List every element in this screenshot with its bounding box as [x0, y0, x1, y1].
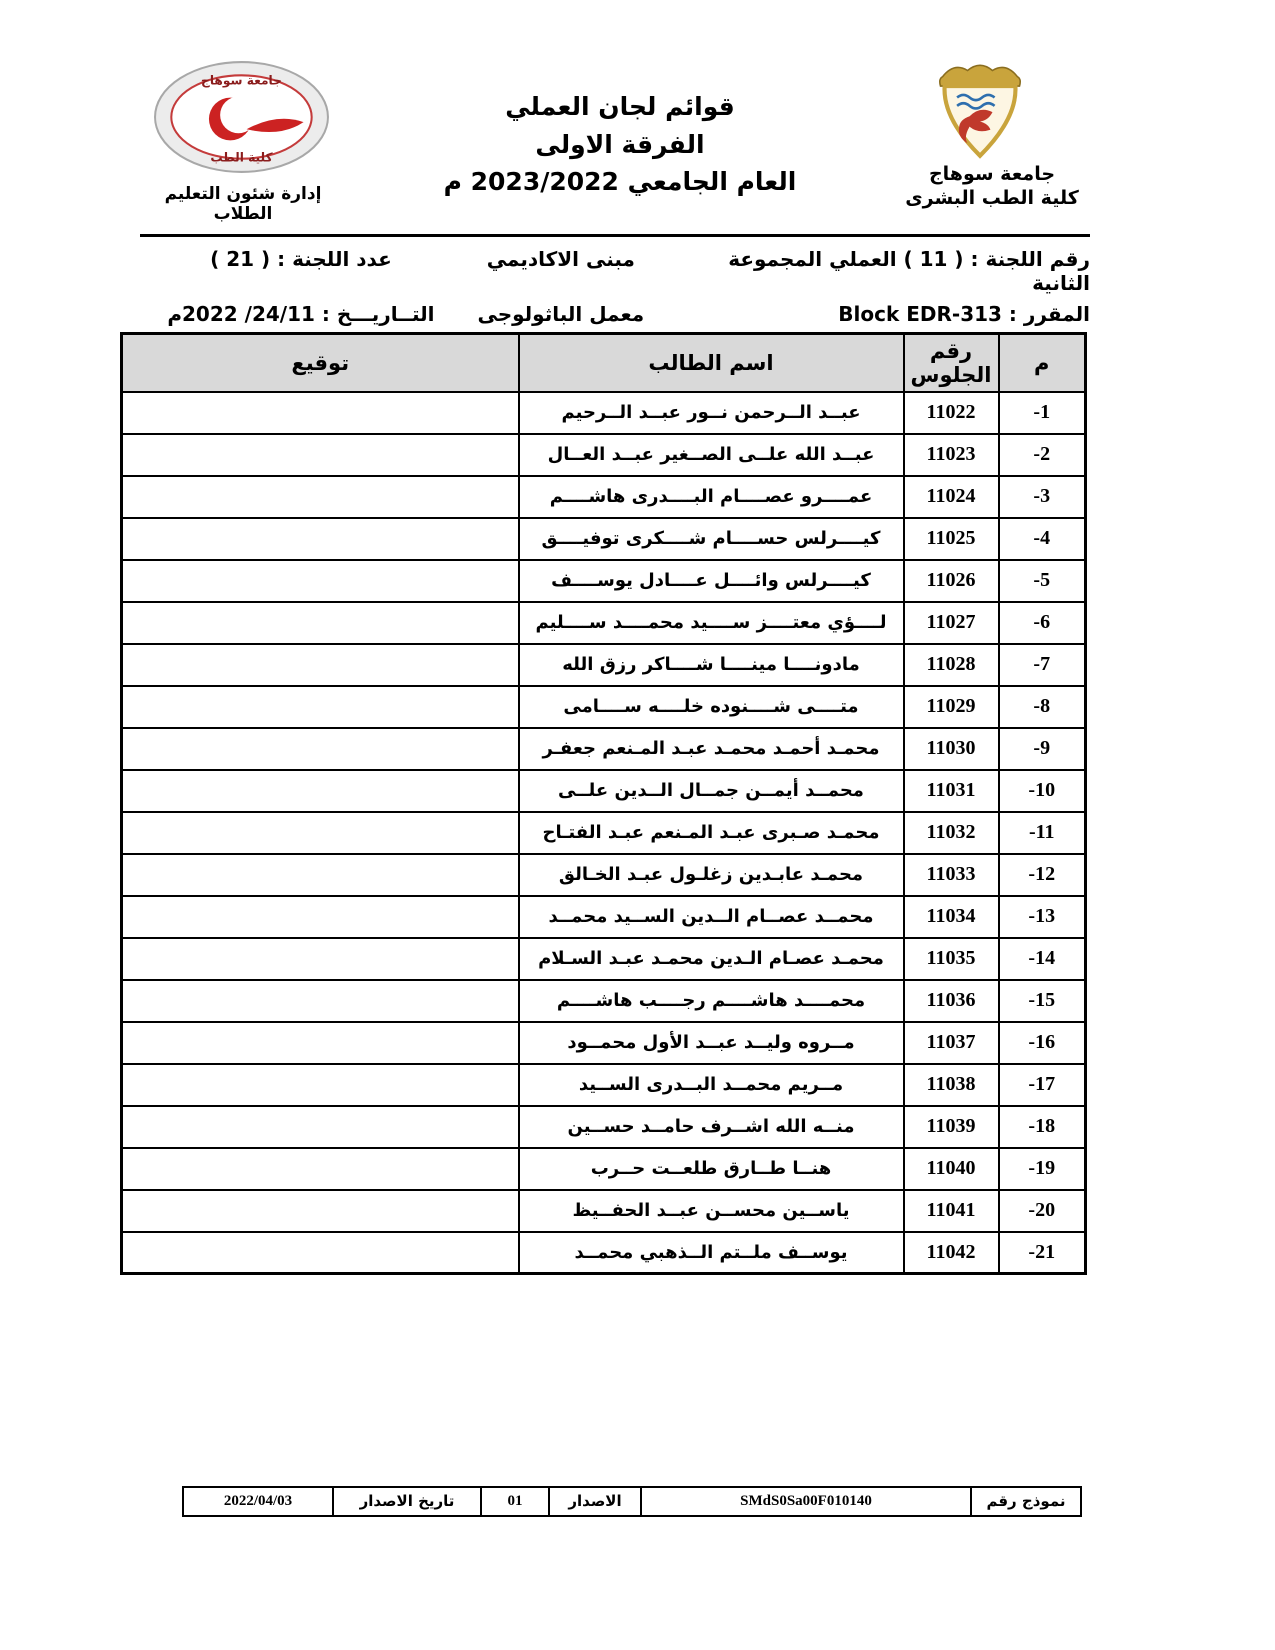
student-name: كيــــرلس حســــام شــــكرى توفيــــق — [519, 518, 904, 560]
signature-cell — [122, 770, 519, 812]
table-row — [122, 602, 1086, 644]
student-name: مــريم محمــد البــدرى الســيد — [519, 1064, 904, 1106]
issue-label: الاصدار — [548, 1486, 640, 1517]
red-crescent-college-logo — [153, 60, 331, 174]
header-signature: توقيع — [122, 334, 519, 392]
row-number: 20- — [999, 1190, 1086, 1232]
signature-cell — [122, 938, 519, 980]
university-shield-logo — [928, 58, 1032, 162]
seat-number: 11042 — [904, 1232, 999, 1274]
building-name: مبنى الاكاديمي — [486, 247, 635, 271]
crescent-logo-bottom-text: كلية الطب — [210, 150, 273, 165]
session-date: التــاريـــخ : 24/11/ 2022م — [167, 302, 435, 326]
committee-number: رقم اللجنة : ( 11 ) العملي المجموعة الثانية — [728, 247, 1090, 295]
table-row — [122, 728, 1086, 770]
form-footer — [182, 1486, 1082, 1517]
seat-number: 11039 — [904, 1106, 999, 1148]
seat-number: 11030 — [904, 728, 999, 770]
seat-number: 11026 — [904, 560, 999, 602]
table-row — [122, 434, 1086, 476]
row-number: 16- — [999, 1022, 1086, 1064]
row-number: 6- — [999, 602, 1086, 644]
seat-number: 11027 — [904, 602, 999, 644]
table-row — [122, 938, 1086, 980]
seat-number: 11029 — [904, 686, 999, 728]
signature-cell — [122, 602, 519, 644]
table-row — [122, 392, 1086, 434]
table-row — [122, 854, 1086, 896]
signature-cell — [122, 644, 519, 686]
table-row — [122, 812, 1086, 854]
signature-cell — [122, 560, 519, 602]
student-name: لــــؤي معتــــز ســــيد محمــــد ســــليم — [519, 602, 904, 644]
seat-number: 11025 — [904, 518, 999, 560]
table-row — [122, 1106, 1086, 1148]
form-number-label: نموذج رقم — [970, 1486, 1082, 1517]
row-number: 11- — [999, 812, 1086, 854]
seat-number: 11041 — [904, 1190, 999, 1232]
row-number: 14- — [999, 938, 1086, 980]
table-row — [122, 644, 1086, 686]
student-name: مــروه وليــد عبــد الأول محمــود — [519, 1022, 904, 1064]
student-name: هنــا طــارق طلعــت حــرب — [519, 1148, 904, 1190]
student-name: محمــد عصــام الــدين الســيد محمــد — [519, 896, 904, 938]
signature-cell — [122, 1190, 519, 1232]
table-row — [122, 1190, 1086, 1232]
row-number: 9- — [999, 728, 1086, 770]
issue-date-value: 2022/04/03 — [182, 1486, 332, 1517]
seat-number: 11033 — [904, 854, 999, 896]
student-name: كيــــرلس وائــــل عــــادل يوســــف — [519, 560, 904, 602]
table-row — [122, 1064, 1086, 1106]
student-name: محمــد أيمــن جمــال الــدين علــى — [519, 770, 904, 812]
header-divider — [140, 234, 1090, 237]
student-name: محمـد عصـام الـدين محمـد عبـد السـلام — [519, 938, 904, 980]
row-number: 19- — [999, 1148, 1086, 1190]
student-name: محمـد عابـدين زغلـول عبـد الخـالق — [519, 854, 904, 896]
row-number: 8- — [999, 686, 1086, 728]
seat-number: 11037 — [904, 1022, 999, 1064]
signature-cell — [122, 1064, 519, 1106]
row-number: 10- — [999, 770, 1086, 812]
session-info — [145, 247, 1090, 326]
row-number: 7- — [999, 644, 1086, 686]
student-name: منــه الله اشــرف حامــد حســين — [519, 1106, 904, 1148]
lab-name: معمل الباثولوجى — [477, 302, 645, 326]
seat-number: 11028 — [904, 644, 999, 686]
title-line-2: الفرقة الاولى — [535, 129, 705, 159]
row-number: 18- — [999, 1106, 1086, 1148]
table-header-row — [122, 334, 1086, 392]
student-name: متــــى شــــنوده خلــــه ســــامى — [519, 686, 904, 728]
student-name: محمــــد هاشــــم رجــــب هاشــــم — [519, 980, 904, 1022]
seat-number: 11038 — [904, 1064, 999, 1106]
table-row — [122, 560, 1086, 602]
student-name: يوســف ملــتم الــذهبي محمــد — [519, 1232, 904, 1274]
student-table-body — [122, 392, 1086, 1274]
issue-date-label: تاريخ الاصدار — [332, 1486, 480, 1517]
seat-number: 11035 — [904, 938, 999, 980]
signature-cell — [122, 1022, 519, 1064]
signature-cell — [122, 728, 519, 770]
student-name: محمـد صـبرى عبـد المـنعم عبـد الفتـاح — [519, 812, 904, 854]
table-row — [122, 476, 1086, 518]
university-name-block — [897, 163, 1087, 211]
header-seat-number: رقم الجلوس — [904, 334, 999, 392]
signature-cell — [122, 392, 519, 434]
table-row — [122, 518, 1086, 560]
student-name: عبــد الله علــى الصــغير عبــد العــال — [519, 434, 904, 476]
header-row-number: م — [999, 334, 1086, 392]
row-number: 21- — [999, 1232, 1086, 1274]
row-number: 17- — [999, 1064, 1086, 1106]
seat-number: 11024 — [904, 476, 999, 518]
seat-number: 11034 — [904, 896, 999, 938]
document-title-block — [420, 88, 820, 201]
seat-number: 11022 — [904, 392, 999, 434]
signature-cell — [122, 980, 519, 1022]
department-caption: إدارة شئون التعليم الطلاب — [164, 184, 322, 224]
seat-number: 11040 — [904, 1148, 999, 1190]
signature-cell — [122, 1106, 519, 1148]
row-number: 5- — [999, 560, 1086, 602]
signature-cell — [122, 1232, 519, 1274]
table-row — [122, 1232, 1086, 1274]
student-name: عمــــرو عصــــام البــــدرى هاشــــم — [519, 476, 904, 518]
row-number: 2- — [999, 434, 1086, 476]
signature-cell — [122, 854, 519, 896]
table-row — [122, 1022, 1086, 1064]
table-row — [122, 980, 1086, 1022]
signature-cell — [122, 1148, 519, 1190]
signature-cell — [122, 434, 519, 476]
student-table — [120, 332, 1087, 1275]
table-row — [122, 896, 1086, 938]
seat-number: 11023 — [904, 434, 999, 476]
crescent-logo-top-text: جامعة سوهاج — [201, 73, 282, 88]
header-student-name: اسم الطالب — [519, 334, 904, 392]
student-name: عبــد الــرحمن نــور عبــد الــرحيم — [519, 392, 904, 434]
signature-cell — [122, 518, 519, 560]
faculty-name: كلية الطب البشرى — [905, 186, 1079, 209]
issue-value: 01 — [480, 1486, 548, 1517]
row-number: 4- — [999, 518, 1086, 560]
signature-cell — [122, 476, 519, 518]
table-row — [122, 770, 1086, 812]
row-number: 15- — [999, 980, 1086, 1022]
signature-cell — [122, 896, 519, 938]
course-code: المقرر : Block EDR-313 — [838, 302, 1090, 326]
university-name: جامعة سوهاج — [928, 163, 1056, 185]
row-number: 13- — [999, 896, 1086, 938]
student-name: محمـد أحمـد محمـد عبـد المـنعم جعفـر — [519, 728, 904, 770]
student-name: ياســين محســن عبــد الحفــيظ — [519, 1190, 904, 1232]
signature-cell — [122, 812, 519, 854]
signature-cell — [122, 686, 519, 728]
title-line-3: العام الجامعي 2023/2022 م — [443, 167, 797, 196]
committee-count: عدد اللجنة : ( 21 ) — [210, 247, 392, 271]
seat-number: 11031 — [904, 770, 999, 812]
row-number: 3- — [999, 476, 1086, 518]
student-name: مادونــــا مينــــا شــــاكر رزق الله — [519, 644, 904, 686]
seat-number: 11036 — [904, 980, 999, 1022]
row-number: 1- — [999, 392, 1086, 434]
seat-number: 11032 — [904, 812, 999, 854]
title-line-1: قوائم لجان العملي — [505, 92, 735, 121]
row-number: 12- — [999, 854, 1086, 896]
table-row — [122, 686, 1086, 728]
form-number-value: SMdS0Sa00F010140 — [640, 1486, 970, 1517]
table-row — [122, 1148, 1086, 1190]
